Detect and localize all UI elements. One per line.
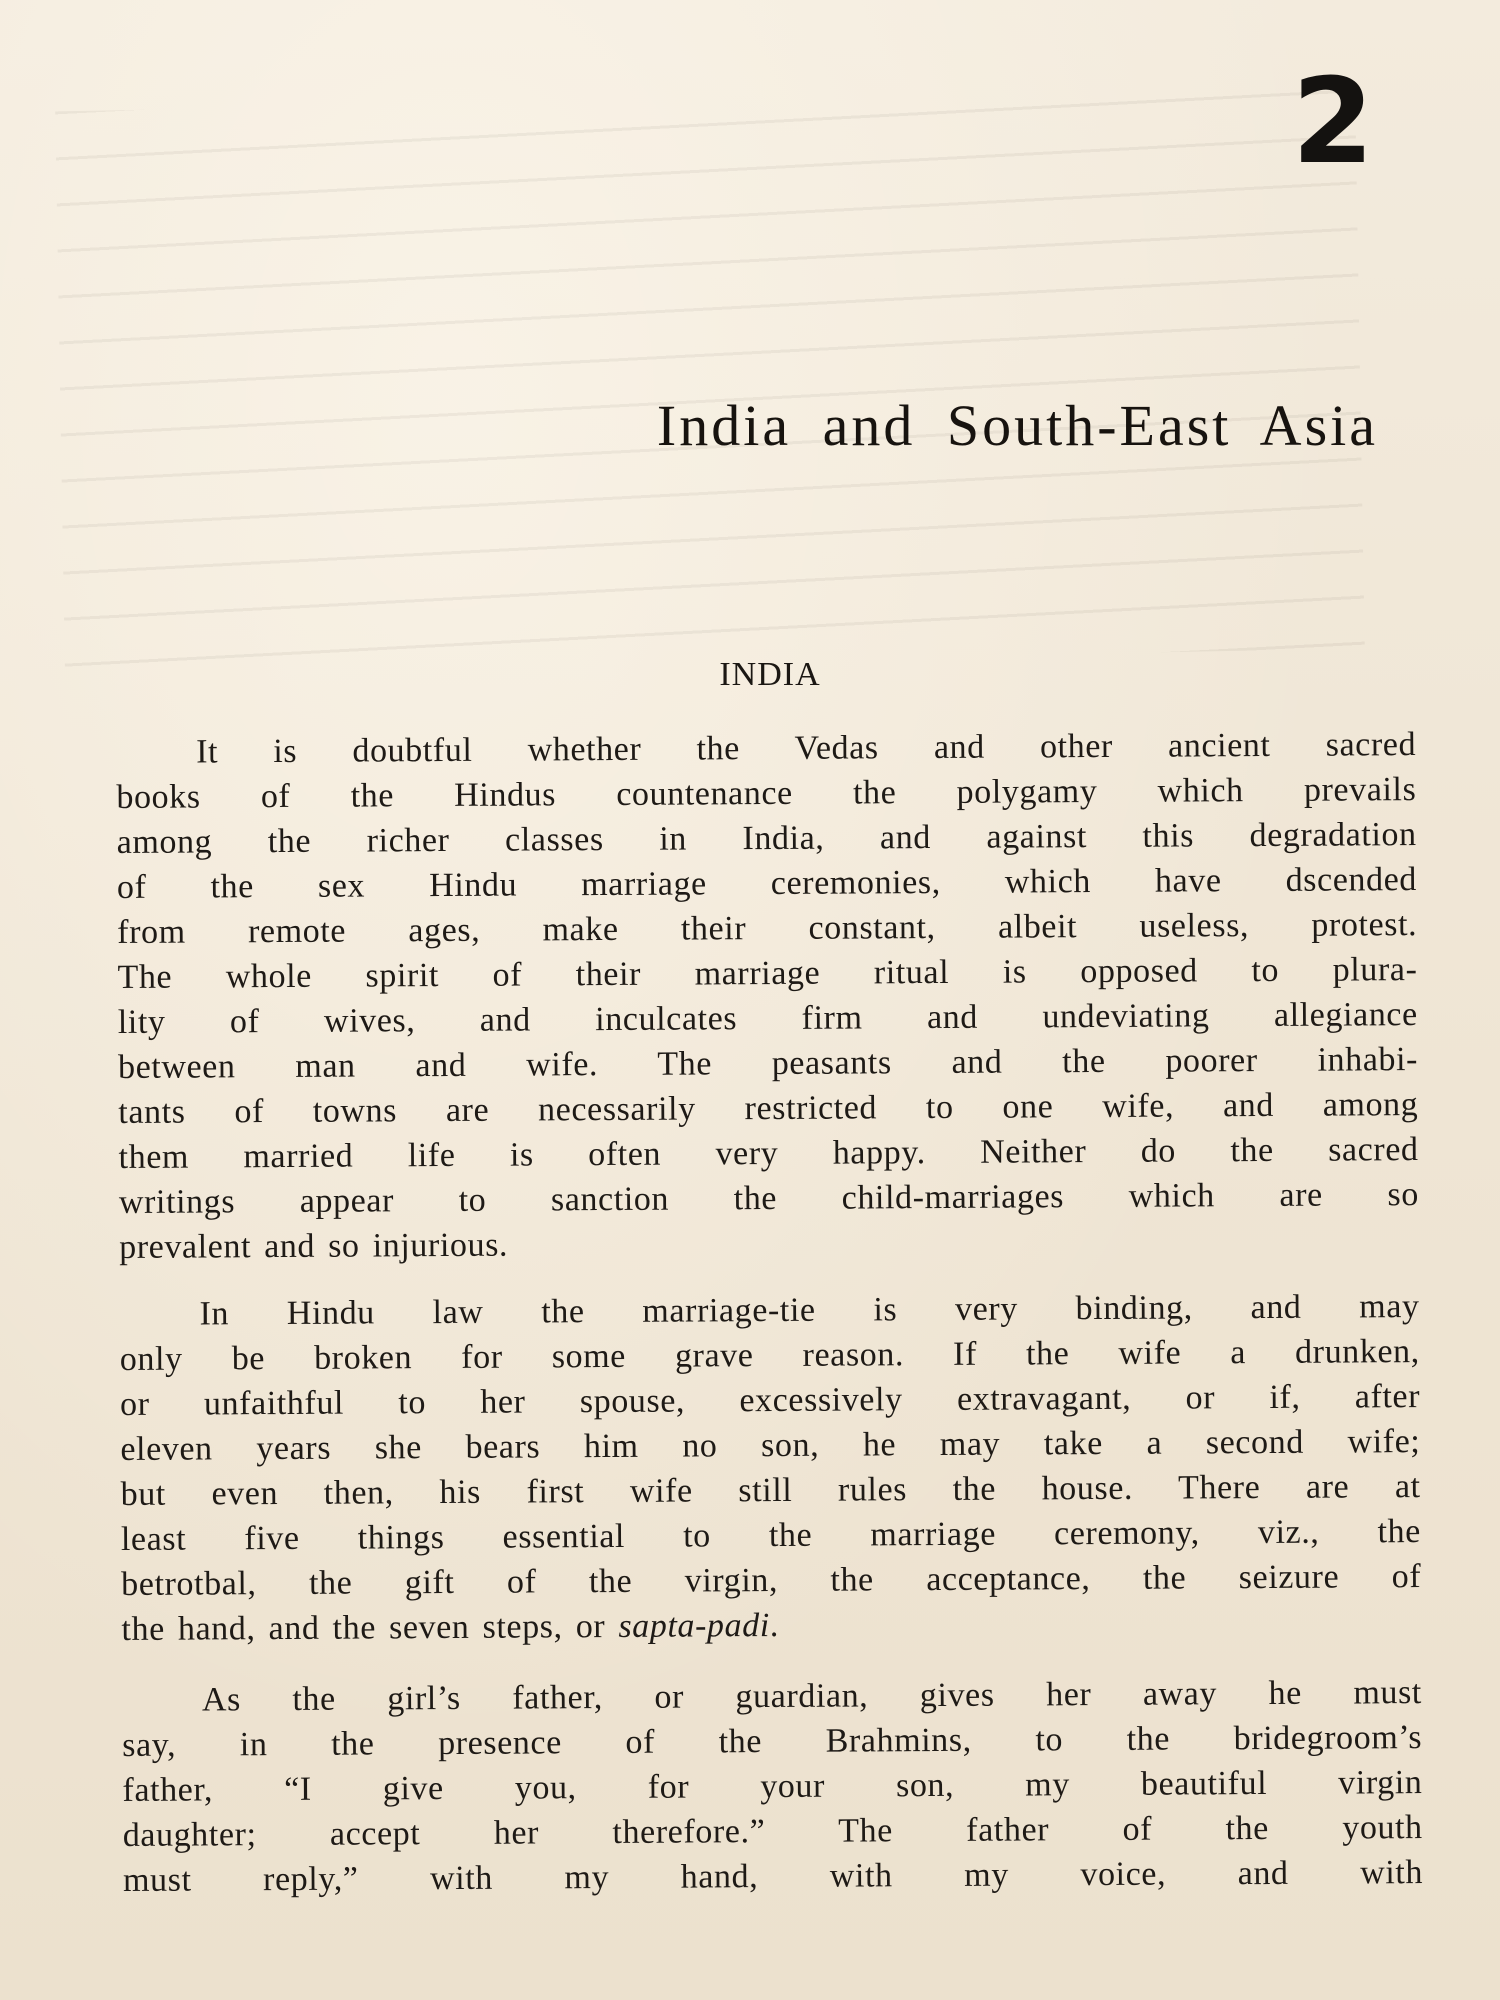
section-heading: INDIA xyxy=(719,656,821,693)
text-line: must reply,” with my hand, with my voice, and with xyxy=(122,1854,1424,1899)
text-span: . xyxy=(769,1606,780,1645)
text-line: lity of wives, and inculcates firm and undeviating allegiance xyxy=(117,996,1418,1041)
bleed-through-texture xyxy=(55,89,1365,672)
text-line: only be broken for some grave reason. If the wife a drunken, xyxy=(119,1333,1420,1378)
paragraph-3 xyxy=(122,1670,1423,1903)
text-line: daughter; accept her therefore.” The father of the youth xyxy=(122,1809,1423,1854)
paragraph-1 xyxy=(116,722,1419,1270)
text-line: eleven years she bears him no son, he may take a second wife; xyxy=(120,1423,1421,1468)
text-line: As the girl’s father, or guardian, gives her away he must xyxy=(201,1674,1423,1719)
text-line: father, “I give you, for your son, my beautiful virgin xyxy=(122,1764,1423,1809)
text-line-last xyxy=(121,1599,1421,1652)
text-line: The whole spirit of their marriage ritual is opposed to plura- xyxy=(117,951,1418,996)
text-line: of the sex Hindu marriage ceremonies, which have dscended xyxy=(116,861,1418,906)
text-line: between man and wife. The peasants and the poorer inhabi- xyxy=(117,1041,1419,1086)
text-line: them married life is often very happy. Neither do the sacred xyxy=(118,1131,1419,1176)
body-text xyxy=(116,722,1423,1903)
text-line: among the richer classes in India, and against this degradation xyxy=(116,816,1417,861)
text-line: but even then, his first wife still rules the house. There are at xyxy=(120,1468,1421,1513)
text-line: In Hindu law the marriage-tie is very binding, and may xyxy=(199,1288,1420,1333)
text-line: betrotbal, the gift of the virgin, the acceptance, the seizure of xyxy=(121,1558,1422,1603)
chapter-title: India and South-East Asia xyxy=(656,393,1378,458)
text-line: or unfaithful to her spouse, excessively extravagant, or if, after xyxy=(120,1378,1421,1423)
text-line: least five things essential to the marriage ceremony, viz., the xyxy=(120,1513,1422,1558)
paragraph-2 xyxy=(119,1284,1421,1652)
text-line: writings appear to sanction the child-marriages which are so xyxy=(118,1176,1419,1221)
text-line: say, in the presence of the Brahmins, to the bridegroom’s xyxy=(122,1719,1423,1764)
text-line: It is doubtful whether the Vedas and other ancient sacred xyxy=(196,726,1417,771)
text-line: books of the Hindus countenance the polygamy which prevails xyxy=(116,771,1417,816)
chapter-number: 2 xyxy=(1291,52,1374,190)
text-line: prevalent and so injurious. xyxy=(119,1226,509,1266)
text-line: from remote ages, make their constant, albeit useless, protest. xyxy=(117,906,1418,951)
text-line: tants of towns are necessarily restricted to one wife, and among xyxy=(118,1086,1419,1131)
italic-term: sapta-padi xyxy=(618,1607,770,1645)
text-span: the hand, and the seven steps, or xyxy=(121,1607,619,1648)
